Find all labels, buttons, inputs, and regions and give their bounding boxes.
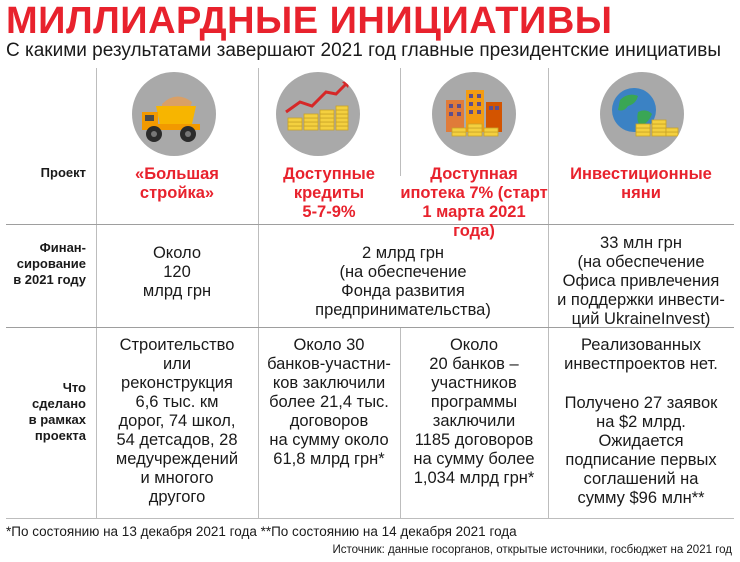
text-line: 20 банков – xyxy=(429,355,519,373)
text-line: Офиса привлечения xyxy=(562,272,720,290)
text-line: и многого xyxy=(140,469,214,487)
text-line: няни xyxy=(621,184,661,202)
text-line: проекта xyxy=(34,428,86,443)
text-line: 6,6 тыс. км xyxy=(135,393,219,411)
text-line: 2 млрд грн xyxy=(361,244,445,262)
text-line: Фонда развития xyxy=(341,282,465,300)
row-divider xyxy=(6,224,734,225)
text-line: договоров xyxy=(289,412,369,430)
text-line: реконструкция xyxy=(121,374,233,392)
text-line: участников xyxy=(431,374,517,392)
coins-growth-chart-icon xyxy=(276,72,360,156)
text-line: подписание первых xyxy=(565,451,717,469)
text-line: инвестпроектов нет. xyxy=(564,355,718,373)
text-line: млрд грн xyxy=(142,282,212,300)
row-divider xyxy=(6,518,734,519)
text-line: 5-7-9% xyxy=(302,203,356,221)
footnote: *По состоянию на 13 декабря 2021 года **По состоянию на 14 декабря 2021 года xyxy=(6,524,517,539)
text-line: (на обеспечение xyxy=(339,263,467,281)
column-divider xyxy=(400,68,401,176)
financing-nyani xyxy=(548,234,734,329)
text-line: 1 марта 2021 года) xyxy=(422,203,526,240)
text-line: соглашений на xyxy=(583,470,699,488)
done-bolshaya xyxy=(96,336,258,507)
row-label-financing xyxy=(6,240,86,288)
text-line: «Большая xyxy=(135,165,219,183)
text-line: заключили xyxy=(432,412,516,430)
text-line: (на обеспечение xyxy=(577,253,705,271)
project-investitsionnye-nyani xyxy=(548,165,734,203)
source-note: Источник: данные госорганов, открытые источники, госбюджет на 2021 год xyxy=(332,544,732,556)
page-subtitle: С какими результатами завершают 2021 год главные президентские инициативы xyxy=(6,40,722,61)
done-nyani-applications xyxy=(548,394,734,508)
text-line: ипотека 7% (старт xyxy=(400,184,548,202)
text-line: Реализованных xyxy=(580,336,702,354)
houses-coins-icon xyxy=(432,72,516,156)
text-line: сделано xyxy=(32,396,86,411)
text-line: на $2 млрд. xyxy=(596,413,686,431)
text-line: или xyxy=(162,355,192,373)
text-line: сирование xyxy=(16,256,86,271)
text-line: Инвестиционные xyxy=(570,165,712,183)
text-line: на сумму более xyxy=(413,450,535,468)
text-line: предпринимательства) xyxy=(315,301,491,319)
text-line: Строительство xyxy=(119,336,235,354)
text-line: ков заключили xyxy=(272,374,386,392)
page-title: МИЛЛИАРДНЫЕ ИНИЦИАТИВЫ xyxy=(6,0,613,42)
text-line: на сумму около xyxy=(269,431,389,449)
text-line: Финан- xyxy=(39,240,86,255)
project-dostupnye-kredity xyxy=(258,165,400,222)
text-line: 33 млн грн xyxy=(600,234,682,252)
done-credits xyxy=(258,336,400,469)
project-dostupnaya-ipoteka xyxy=(400,165,548,241)
text-line: 61,8 млрд грн* xyxy=(273,450,385,468)
text-line: ций UkraineInvest) xyxy=(571,310,711,328)
done-ipoteka xyxy=(400,336,548,488)
text-line: медучреждений xyxy=(115,450,239,468)
text-line: Получено 27 заявок xyxy=(564,394,718,412)
text-line: и поддержки инвести- xyxy=(557,291,725,309)
text-line: Около xyxy=(449,336,499,354)
text-line: банков-участни- xyxy=(267,355,391,373)
done-nyani-projects xyxy=(548,336,734,374)
text-line: другого xyxy=(148,488,206,506)
text-line: кредиты xyxy=(293,184,365,202)
financing-credits-ipoteka xyxy=(258,244,548,320)
text-line: более 21,4 тыс. xyxy=(269,393,389,411)
text-line: Около xyxy=(152,244,202,262)
text-line: программы xyxy=(430,393,518,411)
text-line: стройка» xyxy=(139,184,215,202)
row-label-project: Проект xyxy=(40,165,86,180)
text-line: в 2021 году xyxy=(13,272,86,287)
text-line: Ожидается xyxy=(598,432,684,450)
project-bolshaya-stroyka xyxy=(96,165,258,203)
text-line: дорог, 74 школ, xyxy=(118,412,236,430)
text-line: 1185 договоров xyxy=(414,431,534,449)
row-label-done xyxy=(6,380,86,444)
text-line: в рамках xyxy=(28,412,86,427)
text-line: сумму $96 млн** xyxy=(577,489,705,507)
text-line: Доступная xyxy=(430,165,518,183)
globe-coins-icon xyxy=(600,72,684,156)
text-line: Что xyxy=(62,380,86,395)
text-line: 54 детсадов, 28 xyxy=(116,431,238,449)
text-line: Доступные xyxy=(283,165,375,183)
text-line: 120 xyxy=(163,263,191,281)
financing-bolshaya xyxy=(96,244,258,301)
dump-truck-icon xyxy=(132,72,216,156)
text-line: Около 30 xyxy=(293,336,365,354)
text-line: 1,034 млрд грн* xyxy=(413,469,535,487)
